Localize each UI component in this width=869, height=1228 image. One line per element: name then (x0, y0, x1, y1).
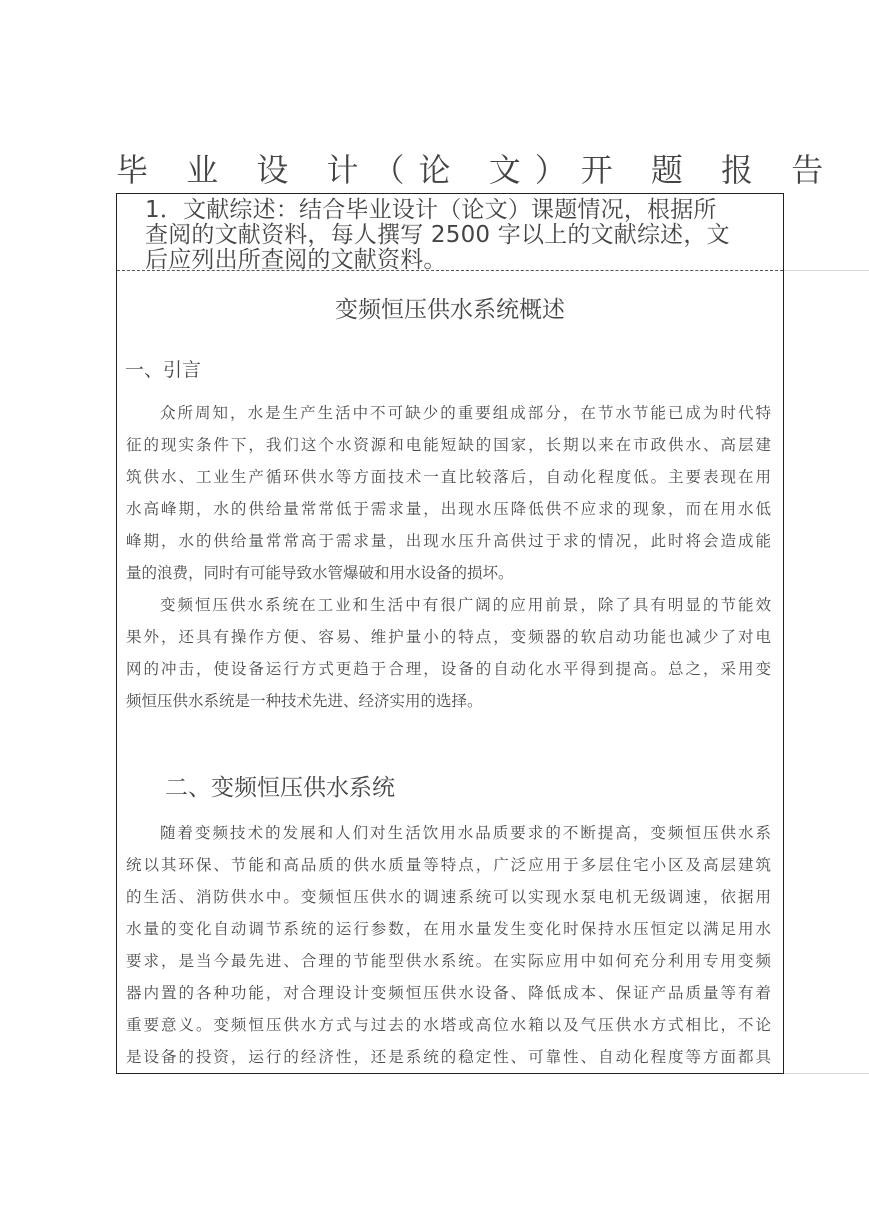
paragraph-line: 峰期，水的供给量常常高于需求量，出现水压升高供过于求的情况，此时将会造成能 (126, 532, 771, 550)
paragraph-line: 统以其环保、节能和高品质的供水质量等特点，广泛应用于多层住宅小区及高层建筑 (126, 856, 771, 874)
paragraph-intro-2 (126, 589, 771, 717)
paragraph-line: 要求，是当今最先进、合理的节能型供水系统。在实际应用中如何充分利用专用变频 (126, 952, 771, 970)
paragraph-line: 重要意义。变频恒压供水方式与过去的水塔或高位水箱以及气压供水方式相比，不论 (126, 1016, 771, 1034)
dashed-divider (117, 270, 783, 271)
paragraph-line: 器内置的各种功能，对合理设计变频恒压供水设备、降低成本、保证产品质量等有着 (126, 984, 771, 1002)
paragraph-intro-1 (126, 397, 771, 589)
instruction-prompt (145, 198, 777, 273)
paragraph-line: 果外，还具有操作方便、容易、维护量小的特点，变频器的软启动功能也减少了对电 (126, 628, 771, 646)
paragraph-line: 征的现实条件下，我们这个水资源和电能短缺的国家，长期以来在市政供水、高层建 (126, 436, 771, 454)
divider (783, 1073, 869, 1074)
document-title: 毕 业 设 计（论 文）开 题 报 告 (116, 151, 838, 189)
paragraph-line: 网的冲击，使设备运行方式更趋于合理，设备的自动化水平得到提高。总之，采用变 (126, 660, 771, 678)
divider (783, 270, 869, 271)
section-title: 变频恒压供水系统概述 (335, 297, 565, 323)
prompt-line: 后应列出所查阅的文献资料。 (145, 247, 447, 273)
paragraph-line: 众所周知，水是生产生活中不可缺少的重要组成部分，在节水节能已成为时代特 (160, 404, 771, 422)
prompt-line: 1．文献综述：结合毕业设计（论文）课题情况，根据所 (145, 197, 717, 223)
paragraph-line: 是设备的投资，运行的经济性，还是系统的稳定性、可靠性、自动化程度等方面都具 (126, 1048, 771, 1066)
paragraph-line: 水量的变化自动调节系统的运行参数，在用水量发生变化时保持水压恒定以满足用水 (126, 920, 771, 938)
heading-system: 二、变频恒压供水系统 (165, 775, 395, 801)
paragraph-line: 变频恒压供水系统在工业和生活中有很广阔的应用前景，除了具有明显的节能效 (160, 596, 771, 614)
prompt-line: 查阅的文献资料，每人撰写 2500 字以上的文献综述，文 (145, 222, 730, 248)
paragraph-line: 量的浪费，同时有可能导致水管爆破和用水设备的损坏。 (126, 564, 514, 582)
paragraph-system (126, 817, 771, 1073)
paragraph-line: 水高峰期，水的供给量常常低于需求量，出现水压降低供不应求的现象，而在用水低 (126, 500, 771, 518)
paragraph-line: 频恒压供水系统是一种技术先进、经济实用的选择。 (126, 692, 483, 710)
paragraph-line: 的生活、消防供水中。变频恒压供水的调速系统可以实现水泵电机无级调速，依据用 (126, 888, 771, 906)
heading-introduction: 一、引言 (125, 359, 202, 381)
report-frame (116, 193, 784, 1074)
paragraph-line: 筑供水、工业生产循环供水等方面技术一直比较落后，自动化程度低。主要表现在用 (126, 468, 771, 486)
paragraph-line: 随着变频技术的发展和人们对生活饮用水品质要求的不断提高，变频恒压供水系 (160, 824, 771, 842)
